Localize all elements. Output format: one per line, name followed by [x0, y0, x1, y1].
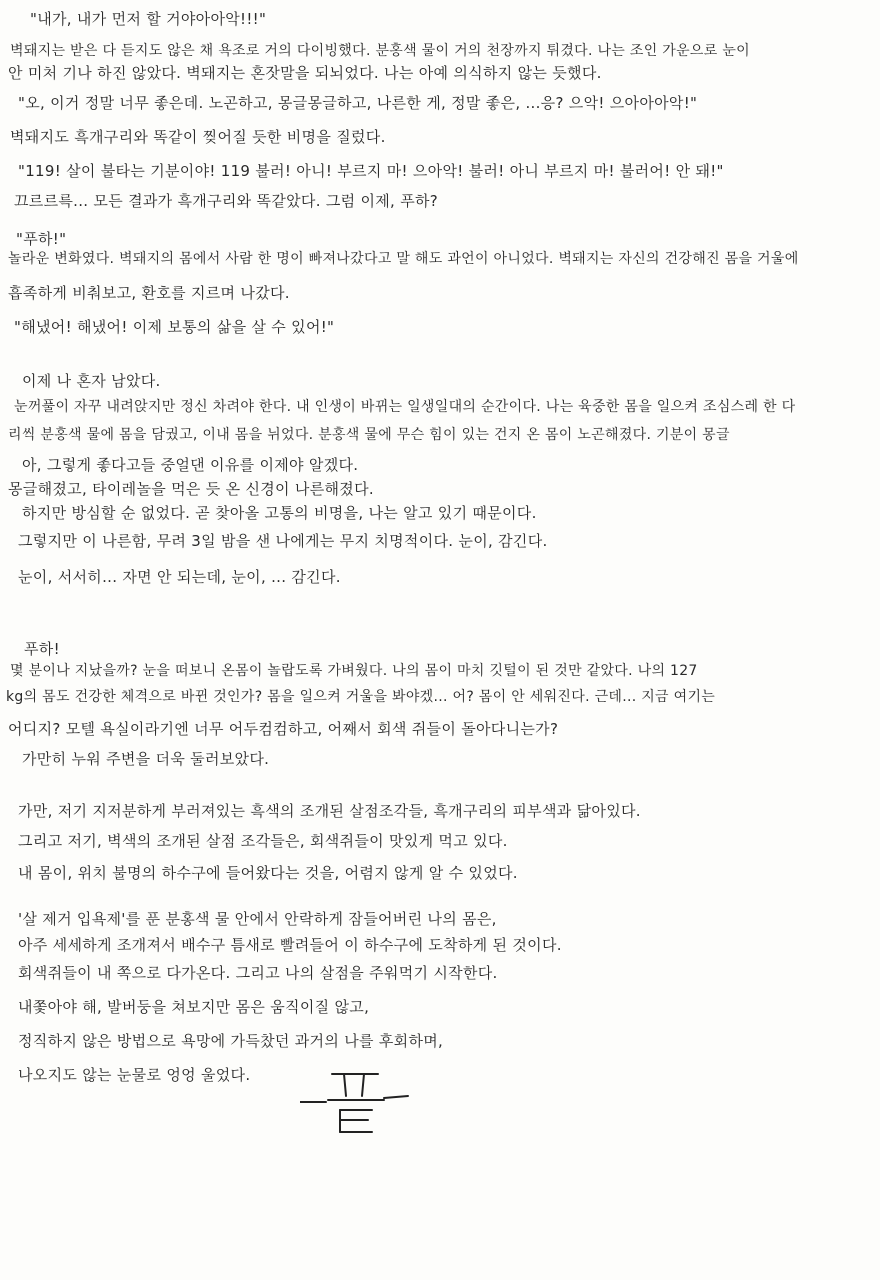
text-line: 그렇지만 이 나른함, 무려 3일 밤을 샌 나에게는 무지 치명적이다. 눈이, 감긴다.	[18, 532, 548, 550]
text-line: 회색쥐들이 내 쪽으로 다가온다. 그리고 나의 살점을 주워먹기 시작한다.	[18, 964, 498, 982]
text-line: 가만히 누워 주변을 더욱 둘러보았다.	[22, 750, 270, 768]
text-line: "내가, 내가 먼저 할 거야아아악!!!"	[30, 10, 267, 28]
text-line: 내쫓아야 해, 발버둥을 쳐보지만 몸은 움직이질 않고,	[18, 998, 370, 1016]
text-line: 눈이, 서서히... 자면 안 되는데, 눈이, ... 감긴다.	[18, 568, 341, 586]
text-line: '살 제거 입욕제'를 푼 분홍색 물 안에서 안락하게 잠들어버린 나의 몸은,	[18, 910, 497, 928]
text-line: 푸하!	[24, 640, 60, 658]
text-line: 벽돼지는 받은 다 듣지도 않은 채 욕조로 거의 다이빙했다. 분홍색 물이 거의 천장까지 튀겼다. 나는 조인 가운으로 눈이	[10, 43, 750, 59]
text-line: 아주 세세하게 조개져서 배수구 틈새로 빨려들어 이 하수구에 도착하게 된 것이다.	[18, 936, 562, 954]
text-line: 가만, 저기 지저분하게 부러져있는 흑색의 조개된 살점조각들, 흑개구리의 피부색과 닮아있다.	[18, 802, 641, 820]
text-line: kg의 몸도 건강한 체격으로 바뀐 것인가? 몸을 일으켜 거울을 봐야겠... 어? 몸이 안 세워진다. 근데... 지금 여기는	[6, 689, 716, 705]
text-line: 나오지도 않는 눈물로 엉엉 울었다.	[18, 1066, 251, 1084]
text-line: 어디지? 모텔 욕실이라기엔 너무 어두컴컴하고, 어째서 회색 쥐들이 돌아다니는가?	[8, 720, 559, 738]
text-line: 몇 분이나 지났을까? 눈을 떠보니 온몸이 놀랍도록 가벼웠다. 나의 몸이 마치 깃털이 된 것만 같았다. 나의 127	[10, 663, 698, 679]
text-line: "오, 이거 정말 너무 좋은데. 노곤하고, 몽글몽글하고, 나른한 게, 정말 좋은, ...응? 으악! 으아아아악!"	[18, 94, 698, 112]
text-line: 안 미처 기나 하진 않았다. 벽돼지는 혼잣말을 되뇌었다. 나는 아예 의식하지 않는 듯했다.	[8, 64, 602, 82]
end-mark	[300, 1068, 410, 1138]
text-line: "푸하!"	[16, 230, 67, 248]
text-line: "119! 살이 불타는 기분이야! 119 불러! 아니! 부르지 마! 으아악! 불러! 아니 부르지 마! 불러어! 안 돼!"	[18, 162, 724, 180]
text-line: 내 몸이, 위치 불명의 하수구에 들어왔다는 것을, 어렴지 않게 알 수 있었다.	[18, 864, 518, 882]
text-line: 리씩 분홍색 물에 몸을 담궜고, 이내 몸을 뉘었다. 분홍색 물에 무슨 힘이 있는 건지 온 몸이 노곤해졌다. 기분이 몽글	[8, 427, 730, 443]
text-line: 몽글해졌고, 타이레놀을 먹은 듯 온 신경이 나른해졌다.	[8, 480, 374, 498]
text-line: 벽돼지도 흑개구리와 똑같이 찢어질 듯한 비명을 질렀다.	[10, 128, 386, 146]
text-line: 흡족하게 비춰보고, 환호를 지르며 나갔다.	[8, 284, 290, 302]
text-line: 정직하지 않은 방법으로 욕망에 가득찼던 과거의 나를 후회하며,	[18, 1032, 444, 1050]
text-line: 눈꺼풀이 자꾸 내려앉지만 정신 차려야 한다. 내 인생이 바뀌는 일생일대의 순간이다. 나는 육중한 몸을 일으켜 조심스레 한 다	[14, 399, 796, 415]
text-line: 끄르르륵... 모든 결과가 흑개구리와 똑같았다. 그럼 이제, 푸하?	[14, 192, 439, 210]
text-line: 이제 나 혼자 남았다.	[22, 372, 161, 390]
text-line: "해냈어! 해냈어! 이제 보통의 삶을 살 수 있어!"	[14, 318, 335, 336]
text-line: 아, 그렇게 좋다고들 중얼댄 이유를 이제야 알겠다.	[22, 456, 359, 474]
text-line: 그리고 저기, 벽색의 조개된 살점 조각들은, 회색쥐들이 맛있게 먹고 있다.	[18, 832, 508, 850]
text-line: 하지만 방심할 순 없었다. 곧 찾아올 고통의 비명을, 나는 알고 있기 때문이다.	[22, 504, 537, 522]
text-line: 놀라운 변화였다. 벽돼지의 몸에서 사람 한 명이 빠져나갔다고 말 해도 과언이 아니었다. 벽돼지는 자신의 건강해진 몸을 거울에	[8, 251, 799, 267]
